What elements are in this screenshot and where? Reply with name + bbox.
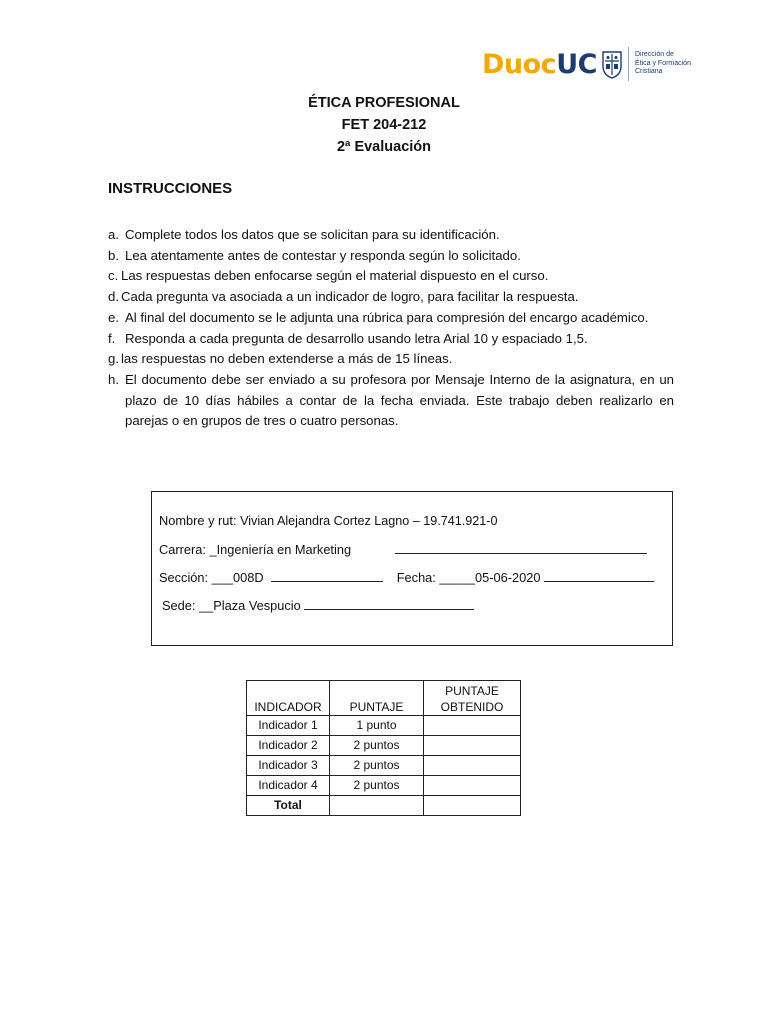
instruction-letter: g. [108,351,119,367]
score-table [246,680,521,816]
header-obtained: PUNTAJE OBTENIDO [424,681,521,716]
duoc-uc-logo [482,44,701,84]
logo-subtitle-line: Cristiana [634,68,663,76]
points-cell: 1 punto [330,716,424,736]
instruction-item [108,287,674,308]
obtained-cell[interactable] [424,756,521,776]
career-blank-line [395,541,647,554]
instruction-item [108,225,674,246]
instruction-item [108,308,674,329]
instruction-text: las respuestas no deben extenderse a más de 15 líneas. [121,351,453,367]
instruction-item [108,329,674,350]
name-rut-row [159,513,498,528]
indicator-cell: Indicador 1 [247,716,330,736]
instruction-letter: b. [108,247,119,263]
header-indicator: INDICADOR [247,681,330,716]
header-points: PUNTAJE [330,681,424,716]
instruction-letter: d. [108,289,119,305]
name-rut-field[interactable]: Vivian Alejandra Cortez Lagno – 19.741.921-0 [240,514,498,528]
indicator-cell: Indicador 2 [247,736,330,756]
logo-brand-duoc: Duoc [482,48,557,80]
obtained-cell[interactable] [424,716,521,736]
career-row [159,541,647,557]
instruction-item [108,349,674,370]
table-row [247,716,521,736]
indicator-cell: Indicador 3 [247,756,330,776]
date-label: Fecha: [396,570,436,585]
table-row [247,776,521,796]
course-code: FET 204-212 [341,117,427,133]
campus-blank-line [304,597,474,610]
section-label: Sección: [159,570,209,585]
instruction-text: El documento debe ser enviado a su profesora por Mensaje Interno de la asignatura, en un plazo de 10 días hábiles a contar de la fecha enviada. Este trabajo deben realizarlo en parejas o en grupos de tres o cuatro personas. [125,371,674,429]
table-row [247,736,521,756]
instruction-item [108,370,674,432]
course-title: ÉTICA PROFESIONAL [308,95,460,111]
instruction-letter: f. [108,330,116,346]
instruction-item [108,266,674,287]
university-seal-icon [601,49,623,79]
instruction-text: Al final del documento se le adjunta una rúbrica para compresión del encargo académico. [125,309,649,325]
total-label-cell: Total [247,796,330,816]
campus-field[interactable]: __Plaza Vespucio [199,598,301,613]
instruction-letter: c. [108,268,119,284]
name-rut-label: Nombre y rut: [159,513,237,528]
career-label: Carrera: [159,542,206,557]
instructions-list [108,225,674,432]
instruction-text: Complete todos los datos que se solicitan para su identificación. [125,227,500,242]
campus-row [162,597,474,613]
date-field[interactable]: _____05-06-2020 [439,570,541,585]
table-total-row [247,796,521,816]
instruction-letter: e. [108,309,119,325]
total-points-cell[interactable] [330,796,424,816]
obtained-cell[interactable] [424,736,521,756]
points-cell: 2 puntos [330,776,424,796]
table-row [247,756,521,776]
instructions-heading: INSTRUCCIONES [108,180,233,197]
logo-subtitle-line: Ética y Formación [634,59,691,67]
table-header-row [247,681,521,716]
date-blank-line [544,569,654,582]
instruction-item [108,246,674,267]
evaluation-title: 2ª Evaluación [336,139,432,155]
instruction-text: Lea atentamente antes de contestar y responda según lo solicitado. [125,247,521,263]
points-cell: 2 puntos [330,736,424,756]
instruction-text: Responda a cada pregunta de desarrollo usando letra Arial 10 y espaciado 1,5. [125,330,588,346]
identification-box [151,491,673,646]
instruction-letter: h. [108,371,119,387]
points-cell: 2 puntos [330,756,424,776]
total-obtained-cell[interactable] [424,796,521,816]
section-date-row [159,569,654,585]
logo-brand-uc: UC [556,48,597,80]
instruction-letter: a. [108,227,119,242]
instruction-text: Cada pregunta va asociada a un indicador de logro, para facilitar la respuesta. [121,289,579,305]
obtained-cell[interactable] [424,776,521,796]
career-field[interactable]: _Ingeniería en Marketing [209,542,352,557]
section-field[interactable]: ___008D [211,570,264,585]
logo-subtitle [635,51,701,77]
document-title [0,92,768,158]
section-blank-line [271,569,383,582]
campus-label: Sede: [162,598,196,613]
logo-subtitle-line: Dirección de [634,51,674,59]
instruction-text: Las respuestas deben enfocarse según el material dispuesto en el curso. [121,268,549,284]
logo-divider [628,47,629,81]
indicator-cell: Indicador 4 [247,776,330,796]
